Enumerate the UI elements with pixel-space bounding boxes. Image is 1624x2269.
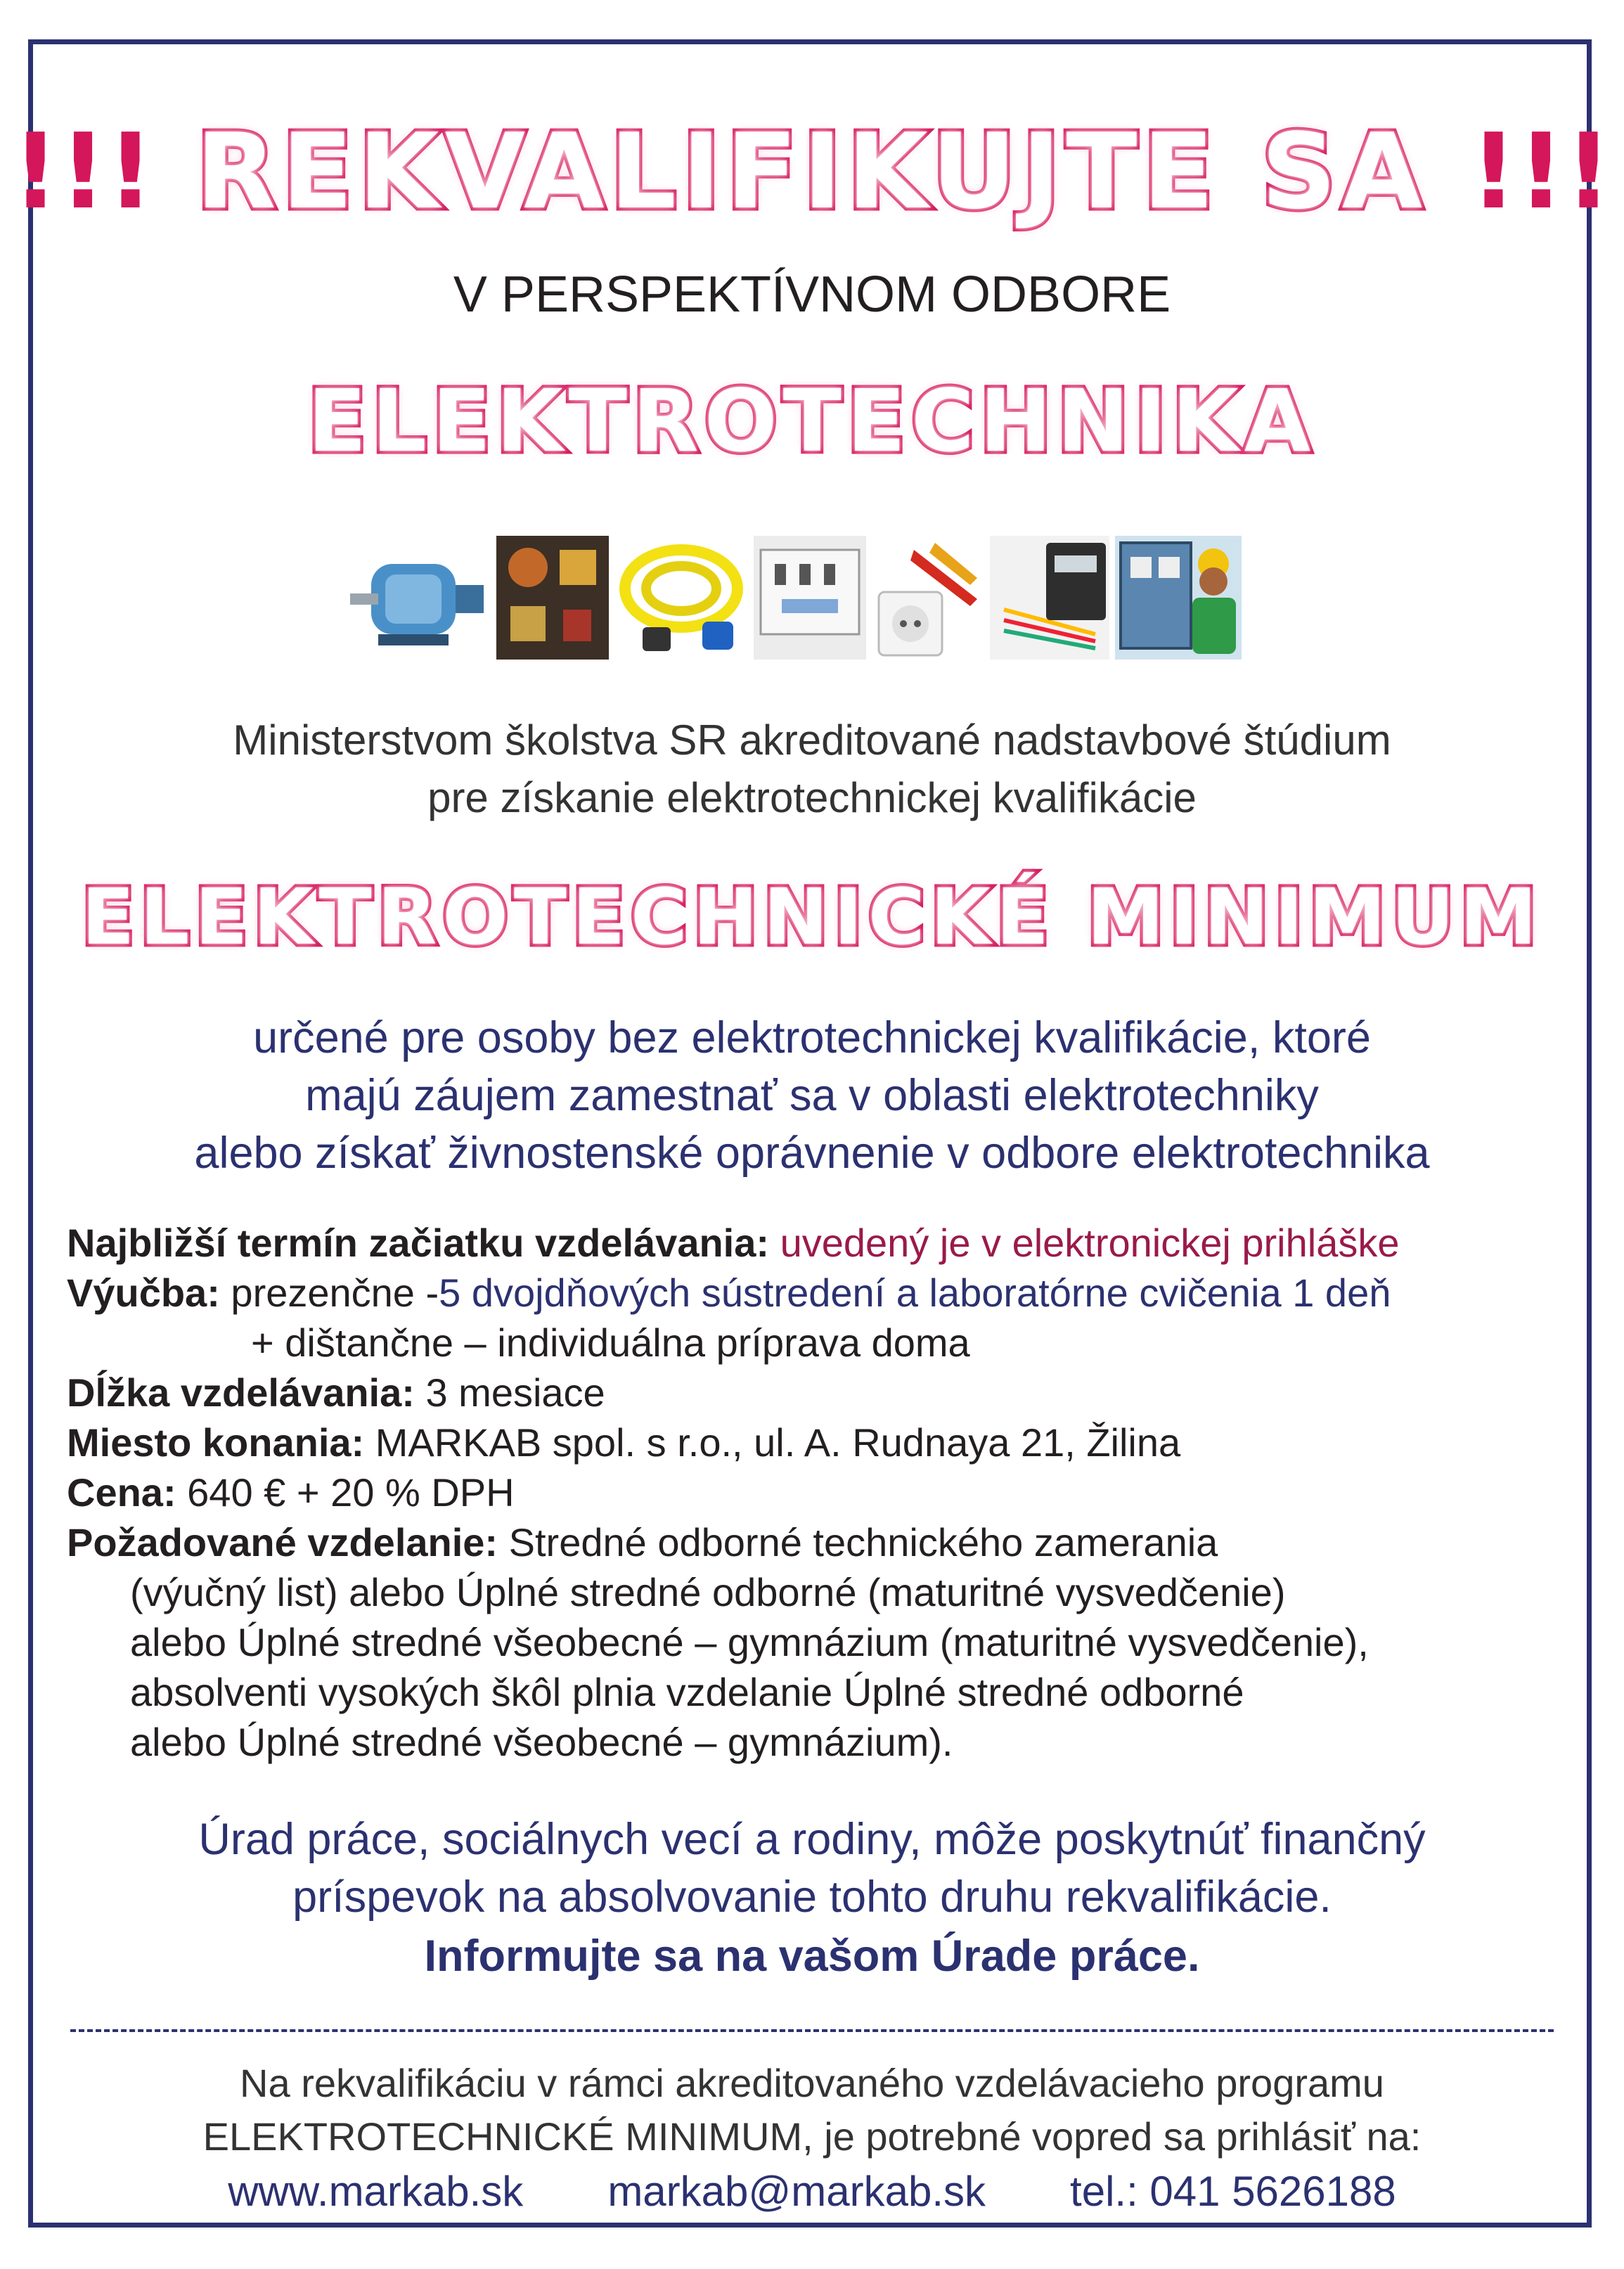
teaching-value-a: prezenčne - <box>231 1271 439 1315</box>
education-value-2: (výučný list) alebo Úplné stredné odborné (maturitné vysvedčenie) <box>130 1570 1286 1614</box>
website-link[interactable]: www.markab.sk <box>228 2168 524 2215</box>
pliers-socket-icon <box>872 536 984 660</box>
electronic-components-icon <box>496 536 609 660</box>
headline-text: REKVALIFIKUJTE SA <box>195 111 1429 232</box>
footer-line-1: Na rekvalifikáciu v rámci akreditovaného vzdelávacieho programu <box>240 2061 1384 2105</box>
subheadline: V PERSPEKTÍVNOM ODBORE <box>453 266 1171 323</box>
place-label: Miesto konania: <box>67 1420 365 1465</box>
headline <box>0 111 1624 232</box>
electrician-at-switchboard-icon <box>1115 536 1242 660</box>
place-row <box>67 1418 1571 1467</box>
course-details <box>67 1218 1571 1767</box>
contact-row <box>0 2167 1624 2216</box>
price-value: 640 € + 20 % DPH <box>187 1470 515 1515</box>
education-value-3: alebo Úplné stredné všeobecné – gymnázium (maturitné vysvedčenie), <box>130 1620 1369 1664</box>
circuit-breaker-icon <box>754 536 866 660</box>
education-value-1: Stredné odborné technického zamerania <box>508 1520 1218 1564</box>
target-line-1: určené pre osoby bez elektrotechnickej kvalifikácie, ktoré <box>253 1013 1371 1062</box>
duration-row <box>67 1368 1571 1418</box>
target-line-3: alebo získať živnostenské oprávnenie v odbore elektrotechnika <box>194 1129 1430 1178</box>
funding-line-2: príspevok na absolvovanie tohto druhu rekvalifikácie. <box>292 1872 1332 1922</box>
duration-value: 3 mesiace <box>425 1370 605 1415</box>
education-label: Požadované vzdelanie: <box>67 1520 498 1564</box>
place-value: MARKAB spol. s r.o., ul. A. Rudnaya 21, Žilina <box>375 1420 1181 1465</box>
funding-line-1: Úrad práce, sociálnych vecí a rodiny, môže poskytnúť finančný <box>198 1815 1426 1864</box>
education-row <box>67 1517 1571 1567</box>
electric-meter-icon <box>990 536 1109 660</box>
accreditation-line-1: Ministerstvom školstva SR akreditované nadstavbové štúdium <box>233 716 1391 764</box>
footer-line-2: ELEKTROTECHNICKÉ MINIMUM, je potrebné vopred sa prihlásiť na: <box>202 2114 1422 2159</box>
dashed-divider <box>70 2029 1554 2032</box>
start-value: uvedený je v elektronickej prihláške <box>780 1221 1400 1265</box>
start-row <box>67 1218 1571 1268</box>
education-value-5: alebo Úplné stredné všeobecné – gymnázium). <box>130 1720 953 1764</box>
teaching-row <box>67 1268 1571 1318</box>
accreditation-line-2: pre získanie elektrotechnickej kvalifikácie <box>427 774 1197 821</box>
target-line-2: majú záujem zamestnať sa v oblasti elektrotechniky <box>305 1071 1319 1120</box>
teaching-label: Výučba: <box>67 1271 220 1315</box>
education-value-4: absolventi vysokých škôl plnia vzdelanie Úplné stredné odborné <box>130 1670 1244 1714</box>
funding-line-3: Informujte sa na vašom Úrade práce. <box>424 1931 1200 1981</box>
duration-label: Dĺžka vzdelávania: <box>67 1370 415 1415</box>
exclaim-left: !!! <box>11 111 155 232</box>
field-title: ELEKTROTECHNIKA <box>307 371 1317 471</box>
electric-motor-icon <box>350 536 491 660</box>
price-row <box>67 1467 1571 1517</box>
phone-number[interactable]: tel.: 041 5626188 <box>1070 2168 1396 2215</box>
teaching-value-c: + dištančne – individuálna príprava doma <box>251 1320 970 1365</box>
start-label: Najbližší termín začiatku vzdelávania: <box>67 1221 770 1265</box>
teaching-value-b: 5 dvojdňových sústredení a laboratórne cvičenia 1 deň <box>439 1271 1391 1315</box>
email-link[interactable]: markab@markab.sk <box>607 2168 986 2215</box>
extension-cable-icon <box>614 536 748 660</box>
program-title: ELEKTROTECHNICKÉ MINIMUM <box>82 872 1542 962</box>
exclaim-right: !!! <box>1469 111 1613 232</box>
icon-strip <box>350 536 1242 660</box>
price-label: Cena: <box>67 1470 176 1515</box>
